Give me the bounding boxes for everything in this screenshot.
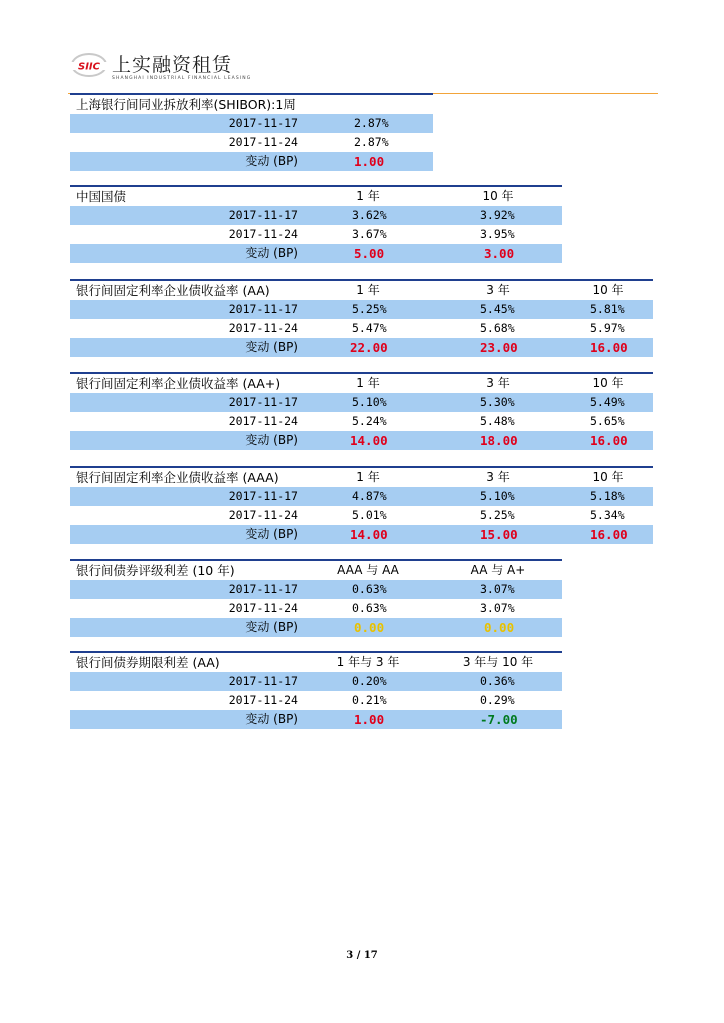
date-cell: 2017-11-24: [228, 135, 298, 149]
table-row: [70, 225, 562, 244]
change-value: 1.00: [354, 712, 385, 727]
date-cell: 2017-11-17: [228, 395, 298, 409]
change-label: 变动 (BP): [245, 340, 298, 354]
svg-text:SIIC: SIIC: [78, 61, 100, 73]
value-cell: 5.48%: [480, 414, 515, 428]
table-title: 银行间债券期限利差 (AA): [76, 655, 220, 670]
siic-logo-icon: [68, 52, 110, 78]
table-title-row: [70, 279, 653, 300]
table-row: [70, 672, 562, 691]
table-row: [70, 133, 433, 152]
column-header: 1 年: [356, 376, 380, 390]
table-row: [70, 412, 653, 431]
change-row: [70, 152, 433, 171]
value-cell: 5.25%: [480, 508, 515, 522]
table-title: 银行间固定利率企业债收益率 (AA): [76, 283, 270, 298]
date-cell: 2017-11-17: [228, 674, 298, 688]
column-header: AAA 与 AA: [337, 563, 399, 577]
column-header: 3 年: [486, 283, 510, 297]
value-cell: 0.29%: [480, 693, 515, 707]
table-row: [70, 599, 562, 618]
table-corp-bond-aa: [70, 279, 653, 357]
change-value: 22.00: [350, 340, 388, 355]
table-china-treasury: [70, 185, 562, 263]
value-cell: 0.21%: [352, 693, 387, 707]
table-term-spread: [70, 651, 562, 729]
change-value: 1.00: [354, 154, 385, 169]
change-value: 14.00: [350, 433, 388, 448]
value-cell: 3.62%: [352, 208, 387, 222]
value-cell: 5.65%: [590, 414, 625, 428]
table-row: [70, 319, 653, 338]
table-title: 上海银行间同业拆放利率(SHIBOR):1周: [76, 97, 296, 112]
change-label: 变动 (BP): [245, 154, 298, 168]
date-cell: 2017-11-24: [228, 414, 298, 428]
value-cell: 5.97%: [590, 321, 625, 335]
column-header: 3 年与 10 年: [462, 655, 534, 669]
change-value: 3.00: [484, 246, 515, 261]
company-name-cn: 上实融资租赁: [112, 54, 233, 76]
table-title-row: [70, 185, 562, 206]
value-cell: 0.20%: [352, 674, 387, 688]
date-cell: 2017-11-17: [228, 116, 298, 130]
table-row: [70, 206, 562, 225]
value-cell: 3.92%: [480, 208, 515, 222]
value-cell: 3.07%: [480, 601, 515, 615]
value-cell: 2.87%: [354, 135, 389, 149]
change-value: 16.00: [590, 527, 628, 542]
change-row: [70, 431, 653, 450]
table-corp-bond-aaa: [70, 466, 653, 544]
value-cell: 3.95%: [480, 227, 515, 241]
value-cell: 3.07%: [480, 582, 515, 596]
change-row: [70, 525, 653, 544]
change-value: 14.00: [350, 527, 388, 542]
change-row: [70, 710, 562, 729]
column-header: 1 年: [356, 189, 380, 203]
column-header: 1 年与 3 年: [336, 655, 400, 669]
change-value: 16.00: [590, 433, 628, 448]
page-header: [68, 44, 658, 94]
change-label: 变动 (BP): [245, 620, 298, 634]
table-row: [70, 114, 433, 133]
value-cell: 5.25%: [352, 302, 387, 316]
date-cell: 2017-11-24: [228, 321, 298, 335]
value-cell: 2.87%: [354, 116, 389, 130]
change-label: 变动 (BP): [245, 433, 298, 447]
date-cell: 2017-11-24: [228, 693, 298, 707]
table-title: 银行间债券评级利差 (10 年): [76, 563, 235, 578]
value-cell: 5.30%: [480, 395, 515, 409]
table-title-row: [70, 559, 562, 580]
change-row: [70, 244, 562, 263]
table-row: [70, 691, 562, 710]
value-cell: 5.10%: [352, 395, 387, 409]
change-label: 变动 (BP): [245, 527, 298, 541]
change-row: [70, 618, 562, 637]
date-cell: 2017-11-24: [228, 601, 298, 615]
value-cell: 5.24%: [352, 414, 387, 428]
date-cell: 2017-11-24: [228, 508, 298, 522]
column-header: AA 与 A+: [470, 563, 526, 577]
table-title-row: [70, 651, 562, 672]
table-title-row: [70, 93, 433, 114]
change-value: 23.00: [480, 340, 518, 355]
table-row: [70, 580, 562, 599]
change-value: 15.00: [480, 527, 518, 542]
table-title-row: [70, 372, 653, 393]
column-header: 3 年: [486, 470, 510, 484]
value-cell: 0.63%: [352, 601, 387, 615]
date-cell: 2017-11-17: [228, 208, 298, 222]
column-header: 3 年: [486, 376, 510, 390]
value-cell: 5.81%: [590, 302, 625, 316]
table-row: [70, 487, 653, 506]
column-header: 10 年: [592, 283, 624, 297]
table-row: [70, 506, 653, 525]
company-name-en: SHANGHAI INDUSTRIAL FINANCIAL LEASING: [112, 76, 252, 81]
value-cell: 5.18%: [590, 489, 625, 503]
change-value: 18.00: [480, 433, 518, 448]
column-header: 10 年: [482, 189, 514, 203]
value-cell: 5.68%: [480, 321, 515, 335]
value-cell: 3.67%: [352, 227, 387, 241]
table-title-row: [70, 466, 653, 487]
column-header: 10 年: [592, 470, 624, 484]
value-cell: 4.87%: [352, 489, 387, 503]
change-row: [70, 338, 653, 357]
table-title: 中国国债: [76, 189, 127, 204]
table-row: [70, 300, 653, 319]
page-number: 3 / 17: [346, 950, 378, 961]
date-cell: 2017-11-17: [228, 582, 298, 596]
change-label: 变动 (BP): [245, 712, 298, 726]
change-value: 5.00: [354, 246, 385, 261]
date-cell: 2017-11-17: [228, 489, 298, 503]
value-cell: 5.34%: [590, 508, 625, 522]
table-rating-spread: [70, 559, 562, 637]
column-header: 1 年: [356, 470, 380, 484]
change-value: 16.00: [590, 340, 628, 355]
column-header: 10 年: [592, 376, 624, 390]
column-header: 1 年: [356, 283, 380, 297]
table-corp-bond-aa-plus: [70, 372, 653, 450]
change-value: 0.00: [354, 620, 385, 635]
change-value: -7.00: [480, 712, 518, 727]
value-cell: 0.63%: [352, 582, 387, 596]
date-cell: 2017-11-24: [228, 227, 298, 241]
table-title: 银行间固定利率企业债收益率 (AA+): [76, 376, 281, 391]
value-cell: 5.49%: [590, 395, 625, 409]
value-cell: 0.36%: [480, 674, 515, 688]
value-cell: 5.45%: [480, 302, 515, 316]
value-cell: 5.47%: [352, 321, 387, 335]
change-value: 0.00: [484, 620, 515, 635]
change-label: 变动 (BP): [245, 246, 298, 260]
date-cell: 2017-11-17: [228, 302, 298, 316]
table-shibor: [70, 93, 433, 171]
value-cell: 5.10%: [480, 489, 515, 503]
value-cell: 5.01%: [352, 508, 387, 522]
table-title: 银行间固定利率企业债收益率 (AAA): [76, 470, 279, 485]
table-row: [70, 393, 653, 412]
